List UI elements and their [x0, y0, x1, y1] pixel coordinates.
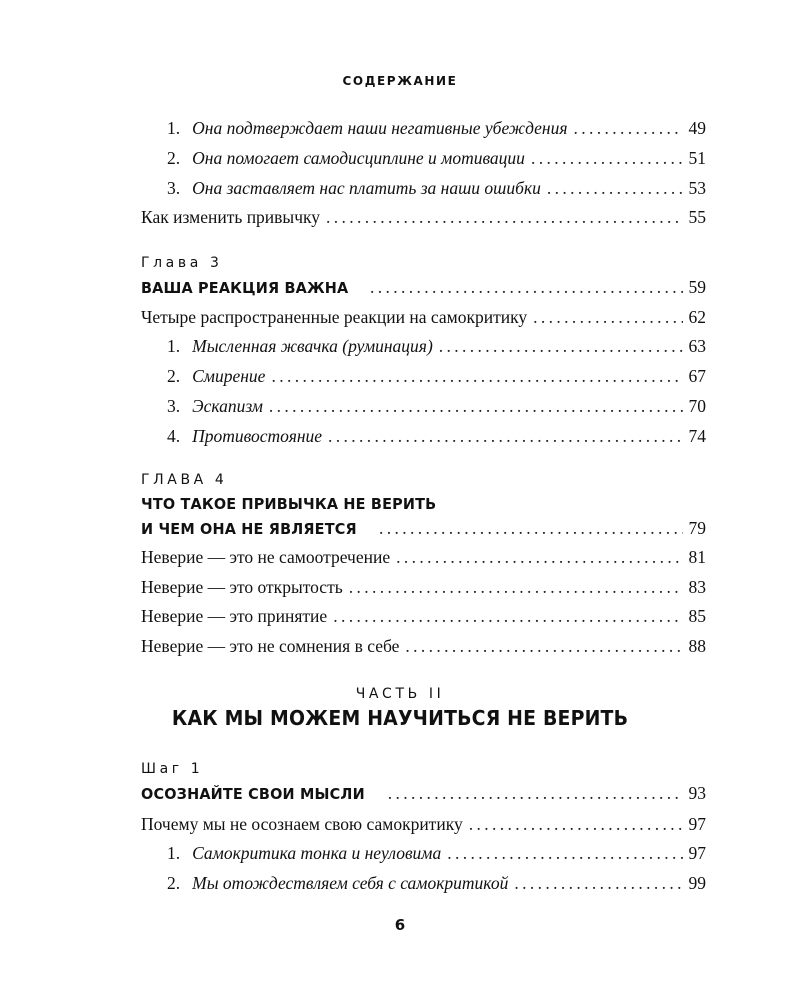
toc-entry: [167, 394, 706, 418]
part-label: ЧАСТЬ II: [355, 686, 445, 702]
dot-leader: [547, 176, 683, 200]
part-title: КАК МЫ МОЖЕМ НАУЧИТЬСЯ НЕ ВЕРИТЬ: [171, 706, 629, 730]
toc-entry: [141, 812, 706, 836]
dot-leader: [573, 116, 682, 140]
chapter-heading: [141, 516, 706, 540]
chapter-label: Глава 3: [141, 255, 223, 271]
dot-leader: [388, 781, 683, 805]
entry-page: 83: [688, 577, 706, 597]
toc-entry: [167, 424, 706, 448]
dot-leader: [271, 364, 682, 388]
entry-number: 2.: [167, 148, 181, 168]
entry-title: Неверие — это не самоотречение: [141, 547, 391, 567]
dot-leader: [439, 334, 683, 358]
chapter-title: И ЧЕМ ОНА НЕ ЯВЛЯЕТСЯ: [141, 520, 357, 538]
entry-page: 49: [688, 118, 706, 138]
entry-title: Смирение: [192, 366, 266, 386]
entry-page: 81: [688, 547, 706, 567]
entry-number: 3.: [167, 396, 181, 416]
toc-entry: [141, 545, 706, 569]
step-title: ОСОЗНАЙТЕ СВОИ МЫСЛИ: [141, 785, 365, 803]
dot-leader: [349, 575, 683, 599]
chapter-title: ВАША РЕАКЦИЯ ВАЖНА: [141, 279, 349, 297]
chapter-title-line: ЧТО ТАКОЕ ПРИВЫЧКА НЕ ВЕРИТЬ: [141, 495, 437, 513]
entry-page: 85: [688, 606, 706, 626]
entry-page: 88: [688, 636, 706, 656]
dot-leader: [370, 275, 683, 299]
toc-entry: [141, 604, 706, 628]
toc-entry: [167, 364, 706, 388]
entry-page: 97: [688, 814, 706, 834]
toc-entry: [141, 205, 706, 229]
dot-leader: [326, 205, 683, 229]
entry-number: 3.: [167, 178, 181, 198]
dot-leader: [396, 545, 682, 569]
entry-title: Как изменить привычку: [141, 207, 320, 227]
dot-leader: [514, 871, 682, 895]
chapter-page: 79: [688, 518, 706, 538]
dot-leader: [333, 604, 682, 628]
step-page: 93: [688, 783, 706, 803]
entry-number: 4.: [167, 426, 181, 446]
entry-title: Она подтверждает наши негативные убеждения: [192, 118, 568, 138]
entry-number: 1.: [167, 843, 181, 863]
toc-entry: [167, 841, 706, 865]
running-head: СОДЕРЖАНИЕ: [342, 74, 458, 88]
toc-entry: [141, 575, 706, 599]
entry-title: Она помогает самодисциплине и мотивации: [192, 148, 525, 168]
entry-title: Эскапизм: [192, 396, 263, 416]
dot-leader: [531, 146, 683, 170]
dot-leader: [533, 305, 682, 329]
toc-entry: [167, 871, 706, 895]
entry-title: Неверие — это открытость: [141, 577, 343, 597]
entry-title: Почему мы не осознаем свою самокритику: [141, 814, 463, 834]
dot-leader: [379, 516, 682, 540]
entry-title: Мы отождествляем себя с самокритикой: [192, 873, 509, 893]
dot-leader: [447, 841, 682, 865]
entry-page: 62: [688, 307, 706, 327]
entry-number: 1.: [167, 118, 181, 138]
entry-title: Мысленная жвачка (руминация): [192, 336, 433, 356]
entry-page: 67: [688, 366, 706, 386]
step-heading: [141, 781, 706, 805]
step-label: Шаг 1: [141, 761, 204, 777]
dot-leader: [469, 812, 683, 836]
entry-page: 51: [688, 148, 706, 168]
toc-entry: [167, 146, 706, 170]
entry-title: Неверие — это принятие: [141, 606, 328, 626]
entry-title: Она заставляет нас платить за наши ошибки: [192, 178, 541, 198]
entry-page: 70: [688, 396, 706, 416]
entry-page: 55: [688, 207, 706, 227]
toc-entry: [141, 634, 706, 658]
entry-page: 53: [688, 178, 706, 198]
chapter-page: 59: [688, 277, 706, 297]
toc-entry: [141, 305, 706, 329]
dot-leader: [328, 424, 682, 448]
entry-page: 74: [688, 426, 706, 446]
page-number: 6: [394, 916, 406, 934]
toc-entry: [167, 334, 706, 358]
entry-number: 1.: [167, 336, 181, 356]
entry-title: Противостояние: [192, 426, 323, 446]
entry-title: Неверие — это не сомнения в себе: [141, 636, 400, 656]
entry-title: Четыре распространенные реакции на самокритику: [141, 307, 528, 327]
entry-number: 2.: [167, 873, 181, 893]
entry-page: 99: [688, 873, 706, 893]
dot-leader: [269, 394, 683, 418]
chapter-heading: [141, 275, 706, 299]
entry-page: 63: [688, 336, 706, 356]
chapter-label: ГЛАВА 4: [141, 472, 228, 488]
entry-page: 97: [688, 843, 706, 863]
toc-entry: [167, 116, 706, 140]
toc-entry: [167, 176, 706, 200]
dot-leader: [405, 634, 682, 658]
entry-number: 2.: [167, 366, 181, 386]
entry-title: Самокритика тонка и неуловима: [192, 843, 442, 863]
